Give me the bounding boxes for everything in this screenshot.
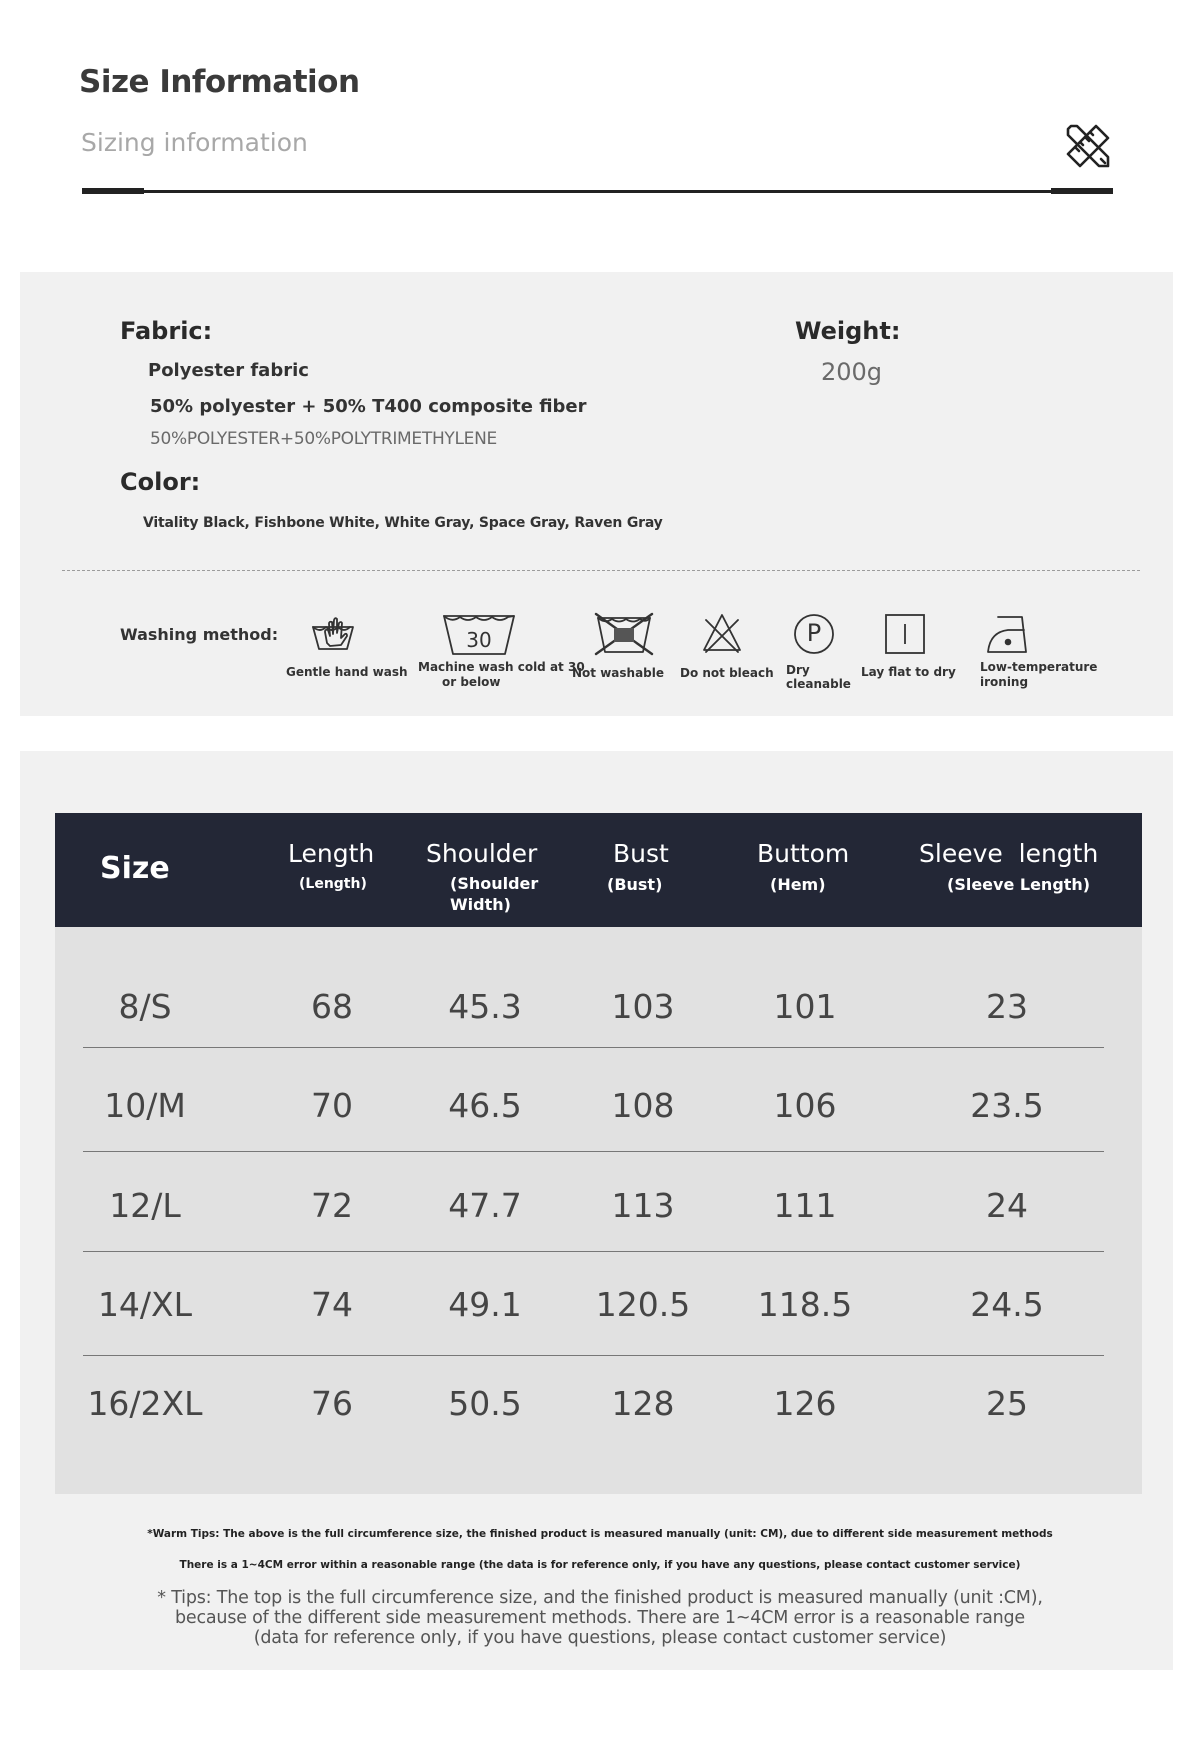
cell-length: 76	[311, 1384, 353, 1423]
low-temp-iron-icon	[984, 612, 1032, 656]
lay-flat-dry-icon	[884, 612, 926, 656]
cell-bust: 120.5	[595, 1285, 691, 1324]
header-bust: Bust	[613, 839, 669, 868]
header-shoulder-sub-2: Width)	[450, 895, 511, 914]
row-divider	[83, 1151, 1104, 1152]
cell-size: 8/S	[118, 987, 172, 1026]
header-length: Length	[288, 839, 375, 868]
do-not-bleach-icon	[701, 612, 743, 656]
header-shoulder: Shoulder	[426, 839, 538, 868]
cell-shoulder: 45.3	[448, 987, 522, 1026]
cell-shoulder: 49.1	[448, 1285, 522, 1324]
cell-sleeve: 24	[986, 1186, 1028, 1225]
tip-line-3: (data for reference only, if you have questions, please contact customer service)	[253, 1628, 947, 1648]
cell-buttom: 126	[773, 1384, 837, 1423]
tip-line-1: * Tips: The top is the full circumference size, and the finished product is measured manually (unit :CM),	[157, 1588, 1043, 1608]
hand-wash-icon	[310, 612, 356, 656]
header-divider	[82, 190, 1112, 193]
warm-tip-line-2: There is a 1~4CM error within a reasonable range (the data is for reference only, if you have any questions, please contact customer service)	[179, 1559, 1021, 1571]
wash-temperature: 30	[466, 628, 492, 652]
cell-sleeve: 24.5	[970, 1285, 1044, 1324]
cell-buttom: 101	[773, 987, 837, 1026]
header-bust-sub: (Bust)	[607, 875, 663, 894]
header-size: Size	[100, 851, 170, 886]
cell-buttom: 111	[773, 1186, 837, 1225]
cell-sleeve: 23	[986, 987, 1028, 1026]
color-list: Vitality Black, Fishbone White, White Gray, Space Gray, Raven Gray	[143, 515, 663, 531]
cell-size: 16/2XL	[87, 1384, 203, 1423]
cell-sleeve: 25	[986, 1384, 1028, 1423]
cell-length: 72	[311, 1186, 353, 1225]
page-title: Size Information	[79, 64, 360, 100]
wash-caption-machine-2: or below	[442, 675, 501, 689]
wash-caption-no-bleach: Do not bleach	[680, 666, 774, 680]
wash-caption-machine-1: Machine wash cold at 30	[418, 660, 585, 674]
wash-caption-no-wash: Not washable	[572, 666, 665, 680]
table-row	[55, 1255, 1142, 1354]
header-sleeve: Sleeve length	[919, 839, 1099, 868]
cell-bust: 113	[611, 1186, 675, 1225]
wash-caption-iron-1: Low-temperature	[980, 660, 1098, 674]
product-info-panel	[20, 272, 1173, 716]
do-not-wash-icon	[592, 612, 656, 656]
ruler-pencil-icon	[1063, 121, 1113, 171]
weight-label: Weight:	[795, 317, 901, 345]
table-header	[55, 813, 1142, 927]
row-divider	[83, 1047, 1104, 1048]
color-label: Color:	[120, 468, 201, 496]
cell-size: 14/XL	[97, 1285, 193, 1324]
cell-buttom: 106	[773, 1086, 837, 1125]
fabric-composition: 50% polyester + 50% T400 composite fiber	[150, 396, 587, 417]
fabric-name: Polyester fabric	[148, 360, 309, 381]
wash-caption-hand: Gentle hand wash	[286, 665, 408, 679]
cell-size: 12/L	[109, 1186, 181, 1225]
cell-bust: 108	[611, 1086, 675, 1125]
warm-tip-line-1: *Warm Tips: The above is the full circumference size, the finished product is measured manually (unit: CM), due to different side measurement methods	[147, 1528, 1053, 1540]
cell-sleeve: 23.5	[970, 1086, 1044, 1125]
table-row	[55, 1056, 1142, 1155]
cell-length: 70	[311, 1086, 353, 1125]
fabric-label: Fabric:	[120, 317, 213, 345]
table-row	[55, 1156, 1142, 1255]
wash-caption-dry-clean-1: Dry	[786, 663, 810, 677]
page-subtitle: Sizing information	[81, 128, 308, 157]
cell-shoulder: 47.7	[448, 1186, 522, 1225]
table-row	[55, 957, 1142, 1056]
fabric-composition-caps: 50%POLYESTER+50%POLYTRIMETHYLENE	[150, 429, 497, 449]
row-divider	[83, 1355, 1104, 1356]
page-header	[0, 0, 1200, 230]
header-divider-cap-left	[82, 188, 144, 194]
header-buttom: Buttom	[757, 839, 850, 868]
dashed-divider	[62, 570, 1140, 571]
cell-length: 74	[311, 1285, 353, 1324]
header-length-sub: (Length)	[299, 876, 367, 892]
wash-caption-lay-flat: Lay flat to dry	[861, 665, 956, 679]
header-sleeve-sub: (Sleeve Length)	[947, 875, 1091, 894]
cell-length: 68	[311, 987, 353, 1026]
wash-caption-dry-clean-2: cleanable	[786, 677, 851, 691]
washing-method-label: Washing method:	[120, 625, 279, 644]
tip-line-2: because of the different side measurement methods. There are 1~4CM error is a reasonable range	[175, 1608, 1025, 1628]
header-divider-cap-right	[1051, 188, 1113, 194]
cell-shoulder: 46.5	[448, 1086, 522, 1125]
dry-clean-letter: P	[806, 619, 822, 647]
weight-value: 200g	[821, 358, 883, 386]
row-divider	[83, 1251, 1104, 1252]
header-buttom-sub: (Hem)	[770, 875, 826, 894]
header-shoulder-sub-1: (Shoulder	[450, 874, 539, 893]
cell-bust: 103	[611, 987, 675, 1026]
cell-bust: 128	[611, 1384, 675, 1423]
table-row	[55, 1354, 1142, 1453]
cell-buttom: 118.5	[757, 1285, 853, 1324]
cell-shoulder: 50.5	[448, 1384, 522, 1423]
size-table	[55, 813, 1142, 1494]
cell-size: 10/M	[104, 1086, 186, 1125]
wash-caption-iron-2: ironing	[980, 675, 1029, 689]
